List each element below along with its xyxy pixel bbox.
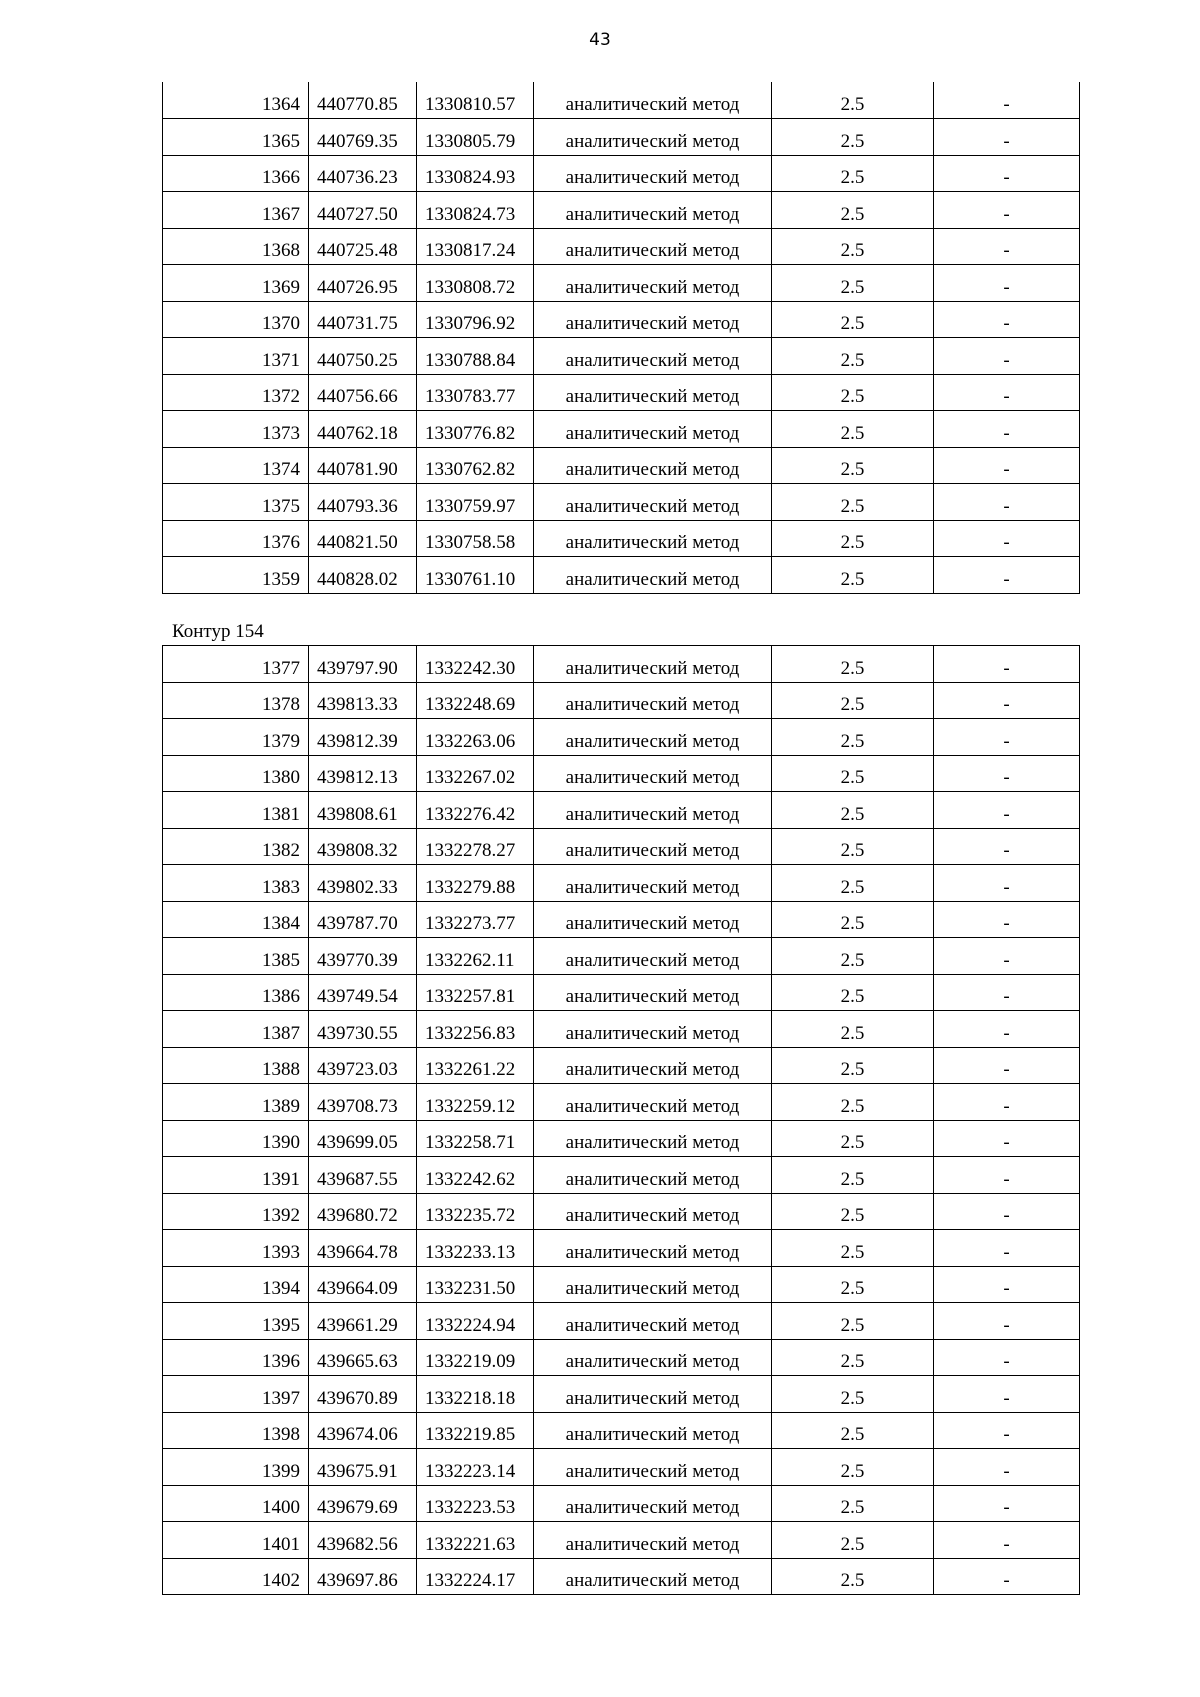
- y-coordinate-cell: 1330761.10: [417, 557, 534, 594]
- table-row: [163, 646, 1080, 683]
- y-coordinate-cell: 1332235.72: [417, 1193, 534, 1230]
- table-row: [163, 411, 1080, 448]
- point-number-cell: 1400: [163, 1485, 309, 1522]
- coordinates-table-bottom: [162, 645, 1080, 1595]
- x-coordinate-cell: 440828.02: [309, 557, 417, 594]
- accuracy-cell: 2.5: [772, 646, 934, 683]
- table-row: [163, 1376, 1080, 1413]
- y-coordinate-cell: 1332224.94: [417, 1303, 534, 1340]
- method-cell: аналитический метод: [534, 447, 772, 484]
- method-cell: аналитический метод: [534, 755, 772, 792]
- accuracy-cell: 2.5: [772, 938, 934, 975]
- x-coordinate-cell: 439749.54: [309, 974, 417, 1011]
- accuracy-cell: 2.5: [772, 338, 934, 375]
- table-row: [163, 484, 1080, 521]
- table-row: [163, 1230, 1080, 1267]
- method-cell: аналитический метод: [534, 901, 772, 938]
- description-cell: -: [934, 119, 1080, 156]
- description-cell: -: [934, 792, 1080, 829]
- table-row: [163, 1193, 1080, 1230]
- method-cell: аналитический метод: [534, 1084, 772, 1121]
- y-coordinate-cell: 1330788.84: [417, 338, 534, 375]
- accuracy-cell: 2.5: [772, 301, 934, 338]
- accuracy-cell: 2.5: [772, 974, 934, 1011]
- point-number-cell: 1388: [163, 1047, 309, 1084]
- accuracy-cell: 2.5: [772, 1412, 934, 1449]
- method-cell: аналитический метод: [534, 1376, 772, 1413]
- method-cell: аналитический метод: [534, 265, 772, 302]
- method-cell: аналитический метод: [534, 682, 772, 719]
- method-cell: аналитический метод: [534, 1558, 772, 1595]
- table-row: [163, 82, 1080, 119]
- y-coordinate-cell: 1330810.57: [417, 82, 534, 119]
- point-number-cell: 1395: [163, 1303, 309, 1340]
- method-cell: аналитический метод: [534, 1230, 772, 1267]
- point-number-cell: 1367: [163, 192, 309, 229]
- point-number-cell: 1366: [163, 155, 309, 192]
- point-number-cell: 1382: [163, 828, 309, 865]
- accuracy-cell: 2.5: [772, 155, 934, 192]
- method-cell: аналитический метод: [534, 1522, 772, 1559]
- y-coordinate-cell: 1330796.92: [417, 301, 534, 338]
- x-coordinate-cell: 439679.69: [309, 1485, 417, 1522]
- y-coordinate-cell: 1332231.50: [417, 1266, 534, 1303]
- description-cell: -: [934, 865, 1080, 902]
- y-coordinate-cell: 1330805.79: [417, 119, 534, 156]
- x-coordinate-cell: 439682.56: [309, 1522, 417, 1559]
- x-coordinate-cell: 439730.55: [309, 1011, 417, 1048]
- method-cell: аналитический метод: [534, 1339, 772, 1376]
- accuracy-cell: 2.5: [772, 1303, 934, 1340]
- method-cell: аналитический метод: [534, 484, 772, 521]
- table-row: [163, 192, 1080, 229]
- accuracy-cell: 2.5: [772, 1449, 934, 1486]
- y-coordinate-cell: 1332256.83: [417, 1011, 534, 1048]
- x-coordinate-cell: 439787.70: [309, 901, 417, 938]
- point-number-cell: 1381: [163, 792, 309, 829]
- x-coordinate-cell: 439770.39: [309, 938, 417, 975]
- x-coordinate-cell: 439675.91: [309, 1449, 417, 1486]
- x-coordinate-cell: 440736.23: [309, 155, 417, 192]
- y-coordinate-cell: 1332223.14: [417, 1449, 534, 1486]
- description-cell: -: [934, 1376, 1080, 1413]
- description-cell: -: [934, 901, 1080, 938]
- y-coordinate-cell: 1332263.06: [417, 719, 534, 756]
- description-cell: -: [934, 1084, 1080, 1121]
- x-coordinate-cell: 439664.78: [309, 1230, 417, 1267]
- method-cell: аналитический метод: [534, 938, 772, 975]
- description-cell: -: [934, 1193, 1080, 1230]
- y-coordinate-cell: 1332219.09: [417, 1339, 534, 1376]
- method-cell: аналитический метод: [534, 1485, 772, 1522]
- y-coordinate-cell: 1332242.30: [417, 646, 534, 683]
- table-row: [163, 938, 1080, 975]
- table-row: [163, 520, 1080, 557]
- table-row: [163, 155, 1080, 192]
- point-number-cell: 1371: [163, 338, 309, 375]
- point-number-cell: 1387: [163, 1011, 309, 1048]
- description-cell: -: [934, 1339, 1080, 1376]
- description-cell: -: [934, 1120, 1080, 1157]
- point-number-cell: 1397: [163, 1376, 309, 1413]
- accuracy-cell: 2.5: [772, 447, 934, 484]
- point-number-cell: 1372: [163, 374, 309, 411]
- table-row: [163, 828, 1080, 865]
- description-cell: -: [934, 1449, 1080, 1486]
- point-number-cell: 1378: [163, 682, 309, 719]
- y-coordinate-cell: 1332276.42: [417, 792, 534, 829]
- method-cell: аналитический метод: [534, 1303, 772, 1340]
- table-row: [163, 338, 1080, 375]
- method-cell: аналитический метод: [534, 865, 772, 902]
- y-coordinate-cell: 1332279.88: [417, 865, 534, 902]
- method-cell: аналитический метод: [534, 1120, 772, 1157]
- accuracy-cell: 2.5: [772, 374, 934, 411]
- y-coordinate-cell: 1332258.71: [417, 1120, 534, 1157]
- method-cell: аналитический метод: [534, 557, 772, 594]
- description-cell: -: [934, 1266, 1080, 1303]
- method-cell: аналитический метод: [534, 192, 772, 229]
- y-coordinate-cell: 1332273.77: [417, 901, 534, 938]
- y-coordinate-cell: 1332261.22: [417, 1047, 534, 1084]
- point-number-cell: 1399: [163, 1449, 309, 1486]
- description-cell: -: [934, 228, 1080, 265]
- y-coordinate-cell: 1332221.63: [417, 1522, 534, 1559]
- description-cell: -: [934, 682, 1080, 719]
- y-coordinate-cell: 1330817.24: [417, 228, 534, 265]
- table-row: [163, 1412, 1080, 1449]
- x-coordinate-cell: 440750.25: [309, 338, 417, 375]
- description-cell: -: [934, 1047, 1080, 1084]
- x-coordinate-cell: 439797.90: [309, 646, 417, 683]
- y-coordinate-cell: 1332248.69: [417, 682, 534, 719]
- table-row: [163, 119, 1080, 156]
- x-coordinate-cell: 439697.86: [309, 1558, 417, 1595]
- y-coordinate-cell: 1332262.11: [417, 938, 534, 975]
- point-number-cell: 1391: [163, 1157, 309, 1194]
- point-number-cell: 1398: [163, 1412, 309, 1449]
- method-cell: аналитический метод: [534, 1011, 772, 1048]
- accuracy-cell: 2.5: [772, 411, 934, 448]
- x-coordinate-cell: 440793.36: [309, 484, 417, 521]
- x-coordinate-cell: 440731.75: [309, 301, 417, 338]
- method-cell: аналитический метод: [534, 974, 772, 1011]
- table-row: [163, 1558, 1080, 1595]
- y-coordinate-cell: 1332242.62: [417, 1157, 534, 1194]
- table-row: [163, 265, 1080, 302]
- table-row: [163, 557, 1080, 594]
- method-cell: аналитический метод: [534, 646, 772, 683]
- description-cell: -: [934, 1157, 1080, 1194]
- point-number-cell: 1389: [163, 1084, 309, 1121]
- accuracy-cell: 2.5: [772, 192, 934, 229]
- point-number-cell: 1394: [163, 1266, 309, 1303]
- y-coordinate-cell: 1330824.73: [417, 192, 534, 229]
- method-cell: аналитический метод: [534, 719, 772, 756]
- method-cell: аналитический метод: [534, 520, 772, 557]
- accuracy-cell: 2.5: [772, 1266, 934, 1303]
- description-cell: -: [934, 520, 1080, 557]
- method-cell: аналитический метод: [534, 1449, 772, 1486]
- accuracy-cell: 2.5: [772, 1084, 934, 1121]
- x-coordinate-cell: 440756.66: [309, 374, 417, 411]
- method-cell: аналитический метод: [534, 301, 772, 338]
- y-coordinate-cell: 1332257.81: [417, 974, 534, 1011]
- accuracy-cell: 2.5: [772, 792, 934, 829]
- accuracy-cell: 2.5: [772, 557, 934, 594]
- x-coordinate-cell: 440726.95: [309, 265, 417, 302]
- table-row: [163, 974, 1080, 1011]
- y-coordinate-cell: 1332223.53: [417, 1485, 534, 1522]
- x-coordinate-cell: 440762.18: [309, 411, 417, 448]
- x-coordinate-cell: 439812.13: [309, 755, 417, 792]
- description-cell: -: [934, 828, 1080, 865]
- y-coordinate-cell: 1332224.17: [417, 1558, 534, 1595]
- accuracy-cell: 2.5: [772, 1193, 934, 1230]
- point-number-cell: 1370: [163, 301, 309, 338]
- y-coordinate-cell: 1332267.02: [417, 755, 534, 792]
- x-coordinate-cell: 439661.29: [309, 1303, 417, 1340]
- x-coordinate-cell: 439664.09: [309, 1266, 417, 1303]
- description-cell: -: [934, 1011, 1080, 1048]
- x-coordinate-cell: 439674.06: [309, 1412, 417, 1449]
- table-row: [163, 901, 1080, 938]
- point-number-cell: 1368: [163, 228, 309, 265]
- y-coordinate-cell: 1330758.58: [417, 520, 534, 557]
- accuracy-cell: 2.5: [772, 484, 934, 521]
- point-number-cell: 1385: [163, 938, 309, 975]
- point-number-cell: 1386: [163, 974, 309, 1011]
- y-coordinate-cell: 1332259.12: [417, 1084, 534, 1121]
- x-coordinate-cell: 439699.05: [309, 1120, 417, 1157]
- accuracy-cell: 2.5: [772, 520, 934, 557]
- method-cell: аналитический метод: [534, 374, 772, 411]
- description-cell: -: [934, 938, 1080, 975]
- description-cell: -: [934, 447, 1080, 484]
- table-row: [163, 1522, 1080, 1559]
- description-cell: -: [934, 301, 1080, 338]
- method-cell: аналитический метод: [534, 119, 772, 156]
- point-number-cell: 1379: [163, 719, 309, 756]
- description-cell: -: [934, 646, 1080, 683]
- table-row: [163, 1339, 1080, 1376]
- method-cell: аналитический метод: [534, 411, 772, 448]
- point-number-cell: 1384: [163, 901, 309, 938]
- table-row: [163, 865, 1080, 902]
- table-row: [163, 719, 1080, 756]
- y-coordinate-cell: 1330759.97: [417, 484, 534, 521]
- accuracy-cell: 2.5: [772, 828, 934, 865]
- y-coordinate-cell: 1330808.72: [417, 265, 534, 302]
- method-cell: аналитический метод: [534, 1266, 772, 1303]
- accuracy-cell: 2.5: [772, 228, 934, 265]
- accuracy-cell: 2.5: [772, 119, 934, 156]
- point-number-cell: 1359: [163, 557, 309, 594]
- y-coordinate-cell: 1330776.82: [417, 411, 534, 448]
- table-row: [163, 1084, 1080, 1121]
- x-coordinate-cell: 439670.89: [309, 1376, 417, 1413]
- table-row: [163, 447, 1080, 484]
- table-row: [163, 1011, 1080, 1048]
- method-cell: аналитический метод: [534, 155, 772, 192]
- x-coordinate-cell: 440725.48: [309, 228, 417, 265]
- description-cell: -: [934, 484, 1080, 521]
- point-number-cell: 1364: [163, 82, 309, 119]
- y-coordinate-cell: 1330762.82: [417, 447, 534, 484]
- x-coordinate-cell: 439808.32: [309, 828, 417, 865]
- description-cell: -: [934, 1303, 1080, 1340]
- page-number: 43: [589, 30, 611, 50]
- accuracy-cell: 2.5: [772, 865, 934, 902]
- point-number-cell: 1390: [163, 1120, 309, 1157]
- y-coordinate-cell: 1332219.85: [417, 1412, 534, 1449]
- point-number-cell: 1392: [163, 1193, 309, 1230]
- description-cell: -: [934, 755, 1080, 792]
- accuracy-cell: 2.5: [772, 1011, 934, 1048]
- point-number-cell: 1401: [163, 1522, 309, 1559]
- accuracy-cell: 2.5: [772, 719, 934, 756]
- x-coordinate-cell: 439813.33: [309, 682, 417, 719]
- table-row: [163, 755, 1080, 792]
- y-coordinate-cell: 1330783.77: [417, 374, 534, 411]
- point-number-cell: 1377: [163, 646, 309, 683]
- y-coordinate-cell: 1330824.93: [417, 155, 534, 192]
- method-cell: аналитический метод: [534, 228, 772, 265]
- method-cell: аналитический метод: [534, 828, 772, 865]
- accuracy-cell: 2.5: [772, 1522, 934, 1559]
- accuracy-cell: 2.5: [772, 82, 934, 119]
- point-number-cell: 1383: [163, 865, 309, 902]
- method-cell: аналитический метод: [534, 1157, 772, 1194]
- x-coordinate-cell: 439808.61: [309, 792, 417, 829]
- accuracy-cell: 2.5: [772, 1047, 934, 1084]
- description-cell: -: [934, 1230, 1080, 1267]
- description-cell: -: [934, 974, 1080, 1011]
- accuracy-cell: 2.5: [772, 1558, 934, 1595]
- description-cell: -: [934, 155, 1080, 192]
- x-coordinate-cell: 440821.50: [309, 520, 417, 557]
- accuracy-cell: 2.5: [772, 1485, 934, 1522]
- description-cell: -: [934, 1522, 1080, 1559]
- table-row: [163, 682, 1080, 719]
- y-coordinate-cell: 1332233.13: [417, 1230, 534, 1267]
- table-row: [163, 1157, 1080, 1194]
- accuracy-cell: 2.5: [772, 755, 934, 792]
- point-number-cell: 1396: [163, 1339, 309, 1376]
- x-coordinate-cell: 439680.72: [309, 1193, 417, 1230]
- point-number-cell: 1380: [163, 755, 309, 792]
- table-row: [163, 1266, 1080, 1303]
- accuracy-cell: 2.5: [772, 682, 934, 719]
- method-cell: аналитический метод: [534, 1412, 772, 1449]
- point-number-cell: 1376: [163, 520, 309, 557]
- point-number-cell: 1374: [163, 447, 309, 484]
- point-number-cell: 1369: [163, 265, 309, 302]
- point-number-cell: 1365: [163, 119, 309, 156]
- table-row: [163, 228, 1080, 265]
- table-row: [163, 1303, 1080, 1340]
- point-number-cell: 1402: [163, 1558, 309, 1595]
- description-cell: -: [934, 82, 1080, 119]
- description-cell: -: [934, 338, 1080, 375]
- method-cell: аналитический метод: [534, 1193, 772, 1230]
- x-coordinate-cell: 440769.35: [309, 119, 417, 156]
- table-row: [163, 374, 1080, 411]
- x-coordinate-cell: 439802.33: [309, 865, 417, 902]
- accuracy-cell: 2.5: [772, 1339, 934, 1376]
- x-coordinate-cell: 440727.50: [309, 192, 417, 229]
- accuracy-cell: 2.5: [772, 1157, 934, 1194]
- method-cell: аналитический метод: [534, 1047, 772, 1084]
- description-cell: -: [934, 1558, 1080, 1595]
- x-coordinate-cell: 439708.73: [309, 1084, 417, 1121]
- point-number-cell: 1373: [163, 411, 309, 448]
- x-coordinate-cell: 439723.03: [309, 1047, 417, 1084]
- x-coordinate-cell: 440781.90: [309, 447, 417, 484]
- x-coordinate-cell: 439665.63: [309, 1339, 417, 1376]
- table-row: [163, 1120, 1080, 1157]
- y-coordinate-cell: 1332278.27: [417, 828, 534, 865]
- table-row: [163, 1485, 1080, 1522]
- accuracy-cell: 2.5: [772, 1376, 934, 1413]
- method-cell: аналитический метод: [534, 338, 772, 375]
- accuracy-cell: 2.5: [772, 1120, 934, 1157]
- table-row: [163, 301, 1080, 338]
- description-cell: -: [934, 411, 1080, 448]
- accuracy-cell: 2.5: [772, 265, 934, 302]
- description-cell: -: [934, 192, 1080, 229]
- description-cell: -: [934, 557, 1080, 594]
- x-coordinate-cell: 439812.39: [309, 719, 417, 756]
- description-cell: -: [934, 374, 1080, 411]
- description-cell: -: [934, 1412, 1080, 1449]
- description-cell: -: [934, 1485, 1080, 1522]
- y-coordinate-cell: 1332218.18: [417, 1376, 534, 1413]
- accuracy-cell: 2.5: [772, 901, 934, 938]
- table-row: [163, 1047, 1080, 1084]
- description-cell: -: [934, 719, 1080, 756]
- description-cell: -: [934, 265, 1080, 302]
- coordinates-table-top: [162, 82, 1080, 594]
- contour-label: Контур 154: [172, 621, 264, 642]
- x-coordinate-cell: 440770.85: [309, 82, 417, 119]
- point-number-cell: 1393: [163, 1230, 309, 1267]
- point-number-cell: 1375: [163, 484, 309, 521]
- table-row: [163, 1449, 1080, 1486]
- x-coordinate-cell: 439687.55: [309, 1157, 417, 1194]
- method-cell: аналитический метод: [534, 792, 772, 829]
- method-cell: аналитический метод: [534, 82, 772, 119]
- accuracy-cell: 2.5: [772, 1230, 934, 1267]
- table-row: [163, 792, 1080, 829]
